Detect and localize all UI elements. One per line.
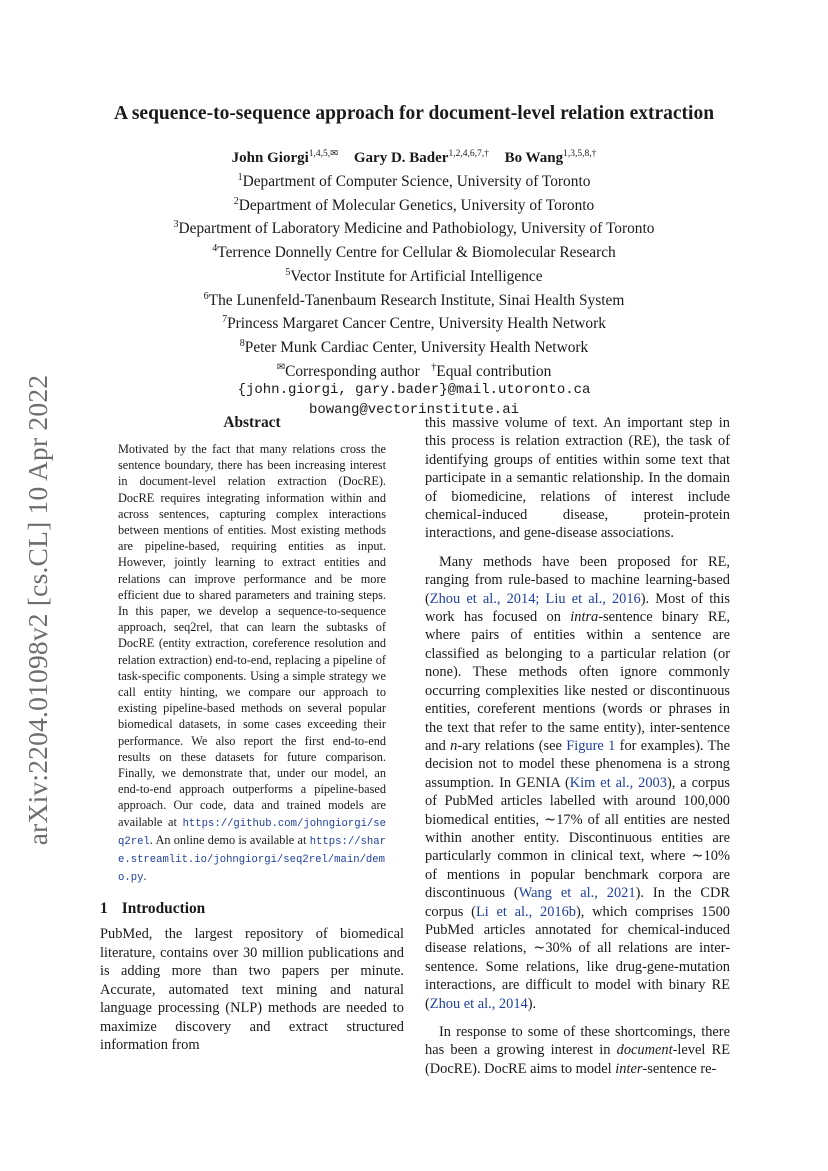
author-1	[232, 150, 338, 166]
envelope-icon: ✉	[276, 361, 286, 373]
affiliation: $^1$Department of Computer Science, University of Toronto	[237, 172, 591, 191]
arxiv-stamp	[18, 360, 58, 860]
figure-link[interactable]: Figure 1	[566, 737, 616, 754]
body-paragraph: this massive volume of text. An important step in this process is relation extraction (RE), the task of identifying groups of entities within some text that participate in a semantic relationship. In the domain of biomedicine, relations of interest include chemical-induced disease, protein-protein interactions, and gene-disease associations.	[425, 415, 730, 542]
affiliation-list	[0, 168, 828, 421]
affiliation: $^2$Department of Molecular Genetics, University of Toronto	[233, 195, 595, 214]
abstract-text: Motivated by the fact that many relations cross the sentence boundary, there has been increasing interest in document-level relation extraction (DocRE). DocRE requires integrating information within and across sentences, capturing complex interactions between mentions of entities. Most existing methods are pipeline-based, requiring entities as input. However, jointly learning to extract entities and relations can improve performance and be more efficient due to shared parameters and training steps. In this paper, we develop a sequence-to-sequence approach, seq2rel, that can learn the subtasks of DocRE (entity extraction, coreference resolution and relation extraction) end-to-end, replacing a pipeline of task-specific components. Using a simple strategy we call entity hinting, we compare our approach to existing pipeline-based methods on several popular biomedical datasets, in some cases exceeding their performance. We also report the first end-to-end results on these datasets for future comparison. Finally, we demonstrate that, under our model, an end-to-end approach outperforms a pipeline-based approach. Our code, data and trained models are available at https://github.com/johngiorgi/seq2rel. An online demo is available at https://share.streamlit.io/johngiorgi/seq2rel/main/demo.py.	[118, 442, 386, 885]
body-paragraph: Many methods have been proposed for RE, ranging from rule-based to machine learning-based (Zhou et al., 2014; Liu et al., 2016). Most of this work has focused on intra-sentence binary RE, where pairs of entities within a sentence are classified as belonging to a particular relation (or none). These methods often ignore commonly occurring complexities like nested or discontinuous entities, coreferent mentions (words or phrases in the text that refer to the same entity), inter-sentence and n-ary relations (see Figure 1 for examples). The decision not to model these phenomena is a strong assumption. In GENIA (Kim et al., 2003), a corpus of PubMed articles labelled with around 100,000 biomedical entities, ∼17% of all entities are nested within another entity. Discontinuous entities are particularly common in clinical text, where ∼10% of mentions in popular benchmark corpora are discontinuous (Wang et al., 2021). In the CDR corpus (Li et al., 2016b), which comprises 1500 PubMed articles annotated for chemical-induced disease relations, ∼30% of all relations are inter-sentence. Some relations, like drug-gene-mutation interactions, are difficult to model with binary RE (Zhou et al., 2014).	[425, 553, 731, 1012]
author-sup: 1,2,4,6,7,†	[448, 149, 489, 159]
author-list	[0, 148, 828, 167]
citation-link[interactable]: Li et al., 2016b	[475, 903, 576, 920]
affiliation: $^7$Princess Margaret Cancer Centre, University Health Network	[222, 314, 606, 333]
author-3	[505, 150, 597, 166]
author-name: John Giorgi	[231, 150, 309, 166]
body-paragraph: In response to some of these shortcomings, there has been a growing interest in document-level RE (DocRE). DocRE aims to model inter-sentence re-	[425, 1024, 730, 1077]
left-column	[100, 414, 404, 1054]
section-heading-introduction	[100, 900, 404, 918]
affiliation: $^4$Terrence Donnelly Centre for Cellular & Biomolecular Research	[212, 243, 616, 262]
citation-link[interactable]: Zhou et al., 2014; Liu et al., 2016	[429, 590, 641, 607]
paper-title: A sequence-to-sequence approach for document-level relation extraction	[113, 103, 715, 124]
affiliation: $^8$Peter Munk Cardiac Center, University Health Network	[239, 338, 589, 357]
affiliation: $^5$Vector Institute for Artificial Intelligence	[285, 266, 543, 285]
author-sup: 1,4,5,✉	[308, 149, 339, 159]
intro-paragraph: PubMed, the largest repository of biomedical literature, contains over 30 million publications and is adding more than two papers per minute. Accurate, automated text mining and natural language processing (NLP) methods are needed to maximize discovery and extract structured information from	[100, 926, 404, 1053]
author-name: Bo Wang	[504, 150, 564, 166]
citation-link[interactable]: Wang et al., 2021	[518, 885, 636, 902]
email-line[interactable]: bowang@vectorinstitute.ai	[308, 402, 520, 419]
citation-link[interactable]: Zhou et al., 2014	[429, 995, 528, 1012]
section-title: Introduction	[121, 900, 206, 918]
author-2	[354, 150, 489, 166]
author-name: Gary D. Bader	[353, 150, 449, 166]
email-line[interactable]: {john.giorgi, gary.bader}@mail.utoronto.ca	[237, 382, 591, 399]
abstract-heading: Abstract	[223, 414, 281, 431]
dagger-icon: †	[431, 361, 437, 373]
affiliation: $^3$Department of Laboratory Medicine and Pathobiology, University of Toronto	[173, 219, 655, 238]
author-sup: 1,3,5,8,†	[563, 149, 597, 159]
citation-link[interactable]: Kim et al., 2003	[569, 774, 667, 791]
affiliation: $^6$The Lunenfeld-Tanenbaum Research Institute, Sinai Health System	[203, 290, 625, 309]
author-notes: ✉Corresponding author †Equal contribution	[276, 361, 552, 380]
right-column	[425, 414, 730, 1078]
demo-link[interactable]: https://share.streamlit.io/johngiorgi/seq2rel/main/demo.py	[118, 835, 386, 885]
arxiv-stamp-text: arXiv:2204.01098v2 [cs.CL] 10 Apr 2022	[22, 374, 53, 846]
section-number: 1	[100, 900, 108, 918]
code-link[interactable]: https://github.com/johngiorgi/seq2rel	[118, 817, 386, 848]
